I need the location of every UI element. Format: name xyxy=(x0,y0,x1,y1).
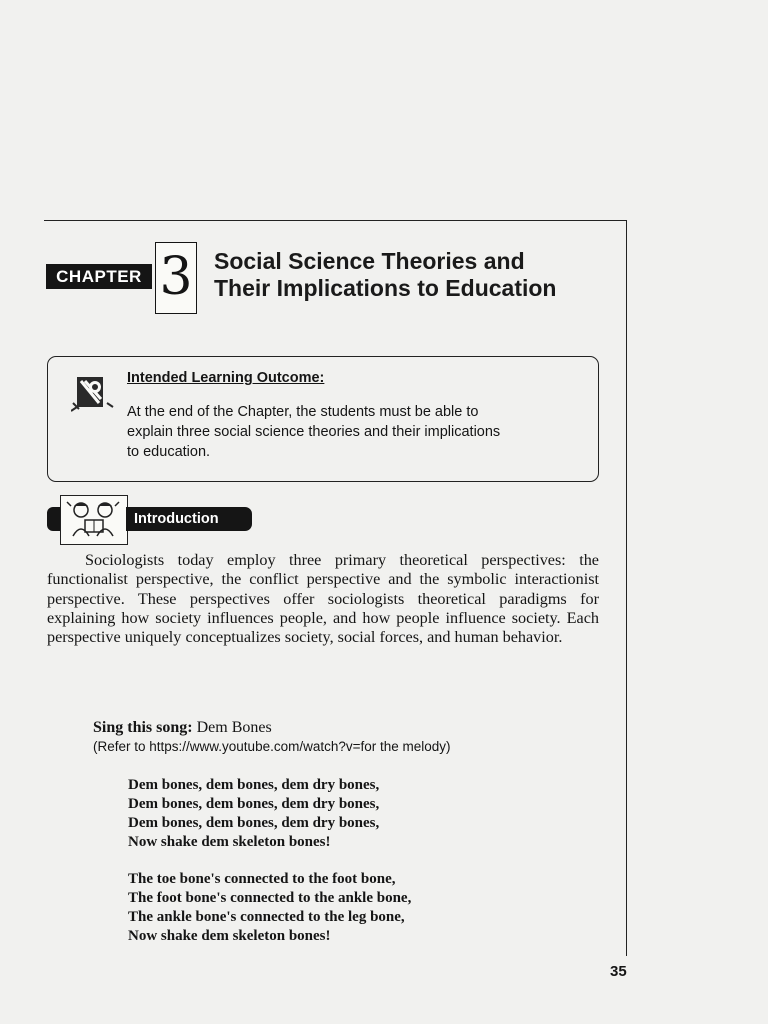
chapter-number: 3 xyxy=(155,242,197,314)
song-instruction xyxy=(93,719,272,737)
learning-outcome-line: explain three social science theories and their implications xyxy=(127,424,501,440)
verse-line: The ankle bone's connected to the leg bone, xyxy=(128,909,405,925)
page-top-rule xyxy=(44,220,627,221)
learning-outcome-heading: Intended Learning Outcome: xyxy=(127,370,325,386)
introduction-paragraph: Sociologists today employ three primary theoretical perspectives: the functionalist perspective, the conflict perspective and the symbolic interactionist perspective. These perspectives offer sociologists theoretical paradigms for explaining how society influences people, and how people influence society. Each perspective uniquely conceptualizes society, social forces, and human behavior. xyxy=(47,551,599,647)
chapter-title xyxy=(214,248,614,302)
page-right-rule xyxy=(626,220,627,956)
song-verse-2 xyxy=(128,870,411,946)
children-reading-icon xyxy=(61,496,127,544)
verse-line: Now shake dem skeleton bones! xyxy=(128,928,331,944)
song-title: Dem Bones xyxy=(196,719,272,736)
introduction-illustration xyxy=(60,495,128,545)
introduction-heading: Introduction xyxy=(126,507,252,531)
target-arrow-icon xyxy=(71,373,115,415)
introduction-tab-cap xyxy=(47,507,61,531)
verse-line: Dem bones, dem bones, dem dry bones, xyxy=(128,796,380,812)
verse-line: Dem bones, dem bones, dem dry bones, xyxy=(128,815,380,831)
verse-line: Now shake dem skeleton bones! xyxy=(128,834,331,850)
page-number: 35 xyxy=(610,963,627,980)
chapter-title-line: Their Implications to Education xyxy=(214,275,557,301)
song-verse-1 xyxy=(128,776,379,852)
verse-line: The foot bone's connected to the ankle bone, xyxy=(128,890,412,906)
learning-outcome-line: At the end of the Chapter, the students must be able to xyxy=(127,404,479,420)
verse-line: The toe bone's connected to the foot bone, xyxy=(128,871,396,887)
song-reference: (Refer to https://www.youtube.com/watch?v=for the melody) xyxy=(93,739,451,754)
learning-outcome-line: to education. xyxy=(127,444,211,460)
song-label: Sing this song: xyxy=(93,719,193,736)
learning-outcome-text xyxy=(127,402,567,462)
verse-line: Dem bones, dem bones, dem dry bones, xyxy=(128,777,380,793)
chapter-title-line: Social Science Theories and xyxy=(214,248,525,274)
chapter-label: CHAPTER xyxy=(46,264,152,289)
